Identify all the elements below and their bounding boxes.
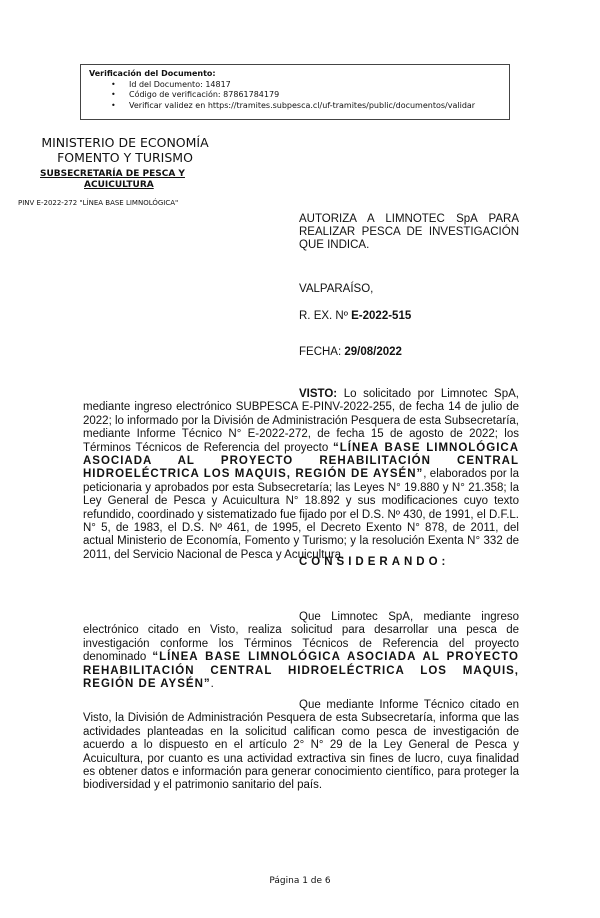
subsecretaria-line2: ACUICULTURA xyxy=(84,180,154,190)
visto-paragraph xyxy=(83,388,519,562)
verification-url[interactable]: • Verificar validez en https://tramites.subpesca.cl/uf-tramites/public/documentos/validar xyxy=(111,101,501,112)
rex-value: E-2022-515 xyxy=(351,310,412,322)
considerando-paragraph-1 xyxy=(83,611,519,691)
subsecretaria-line1: SUBSECRETARÍA DE PESCA Y xyxy=(40,169,185,179)
page-number: Página 1 de 6 xyxy=(269,876,331,886)
resolution-date xyxy=(299,346,402,358)
visto-text-1: Lo solicitado por Limnotec SpA, mediante ingreso electrónico SUBPESCA E-PINV-2022-255, de fecha 14 de julio de 2022; lo informado por la División de Administración Pesquera de esta Subsecretaría, mediante Informe Técnico N° E-2022-272, de fecha 15 de agosto de 2022; los Términos Técnicos de Referencia del proyecto xyxy=(83,388,519,454)
verification-id: • Id del Documento: 14817 xyxy=(111,80,501,91)
cons1-end: . xyxy=(210,678,214,691)
visto-label: VISTO: xyxy=(299,388,338,400)
verification-title: Verificación del Documento: xyxy=(89,69,216,78)
ministry-name xyxy=(30,135,220,165)
ministry-line1: MINISTERIO DE ECONOMÍA xyxy=(41,135,209,150)
verification-box xyxy=(80,64,510,120)
verification-code: • Código de verificación: 87861784179 xyxy=(111,90,501,101)
verification-list xyxy=(111,80,501,112)
resolution-place: VALPARAÍSO, xyxy=(299,283,374,295)
considerando-paragraph-2: Que mediante Informe Técnico citado en Visto, la División de Administración Pesquera de esta Subsecretaría, informa que las actividades planteadas en la solicitud califican como pesca de investigación de acuerdo a lo dispuesto en el artículo 2° N° 29 de la Ley General de Pesca y Acuicultura, por cuanto es una actividad extractiva sin fines de lucro, cuya finalidad es obtener datos e información para generar conocimiento científico, para proteger la biodiversidad y el patrimonio sanitario del país. xyxy=(83,699,519,792)
visto-project-name: “LÍNEA BASE LIMNOLÓGICA ASOCIADA AL PROYECTO REHABILITACIÓN CENTRAL HIDROELÉCTRICA LOS MAQUIS, REGIÓN DE AYSÉN” xyxy=(83,441,520,481)
visto-text-2: , elaborados por la peticionaria y aprobados por esta Subsecretaría; las Leyes N° 19.880 y N° 21.358; la Ley General de Pesca y Acuicultura N° 18.892 y sus modificaciones cuyo texto refundido, coordinado y sistematizado fue fijado por el D.S. Nº 430, de 1991, el D.F.L. N° 5, de 1983, el D.S. Nº 461, de 1995, el Decreto Exento N° 878, de 2011, del actual Ministerio de Economía, Fomento y Turismo; y la resolución Exenta N° 332 de 2011, del Servicio Nacional de Pesca y Acuicultura. xyxy=(83,468,519,561)
reference-code: PINV E-2022-272 "LÍNEA BASE LIMNOLÓGICA" xyxy=(18,199,179,207)
cons1-project-name: “LÍNEA BASE LIMNOLÓGICA ASOCIADA AL PROYECTO REHABILITACIÓN CENTRAL HIDROELÉCTRICA LOS MAQUIS, REGIÓN DE AYSÉN” xyxy=(83,651,519,691)
date-value: 29/08/2022 xyxy=(344,346,402,358)
considerando-heading: CONSIDERANDO: xyxy=(299,556,450,568)
resolution-subject: AUTORIZA A LIMNOTEC SpA PARA REALIZAR PESCA DE INVESTIGACIÓN QUE INDICA. xyxy=(299,213,519,251)
subsecretaria-name xyxy=(40,169,240,191)
rex-label: R. EX. Nº xyxy=(299,310,352,322)
resolution-number xyxy=(299,310,411,322)
ministry-line2: FOMENTO Y TURISMO xyxy=(57,150,193,165)
cons1-text: Que Limnotec SpA, mediante ingreso electrónico citado en Visto, realiza solicitud para desarrollar una pesca de investigación conforme los Términos Técnicos de Referencia del proyecto denominado xyxy=(83,611,519,664)
date-label: FECHA: xyxy=(299,346,345,358)
